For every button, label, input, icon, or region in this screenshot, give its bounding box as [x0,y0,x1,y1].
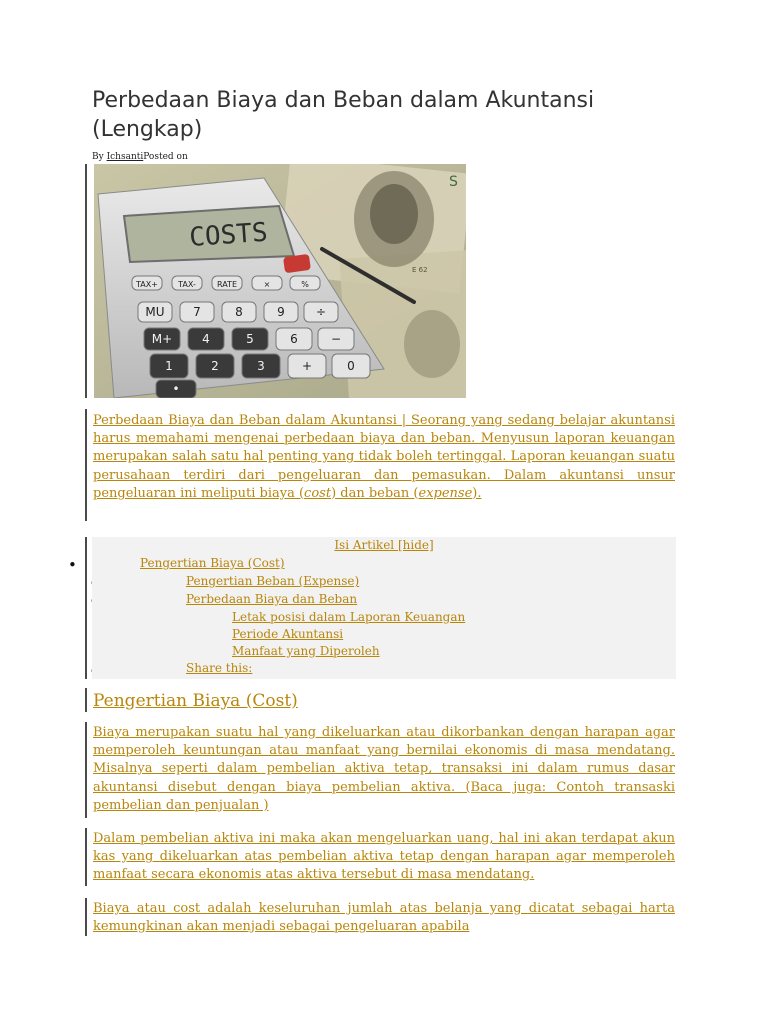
quote-bar [85,164,87,398]
calculator-key-label: TAX+ [136,280,158,289]
calculator-key-label: MU [145,305,165,319]
quote-bar [85,688,87,712]
article-title: Perbedaan Biaya dan Beban dalam Akuntansi (Lengkap) [92,88,595,142]
calculator-key-label: 0 [347,359,355,373]
quote-bar [85,828,87,886]
svg-text:S: S [449,174,458,190]
intro-end: ). [472,485,482,501]
calculator-key-label: 9 [277,305,285,319]
author-link[interactable]: Ichsanti [106,152,144,162]
calculator-key-label: • [172,382,180,396]
section-paragraph-1[interactable]: Biaya merupakan suatu hal yang dikeluarkan atau dikorbankan dengan harapan agar memperoleh keuntungan atau manfaat yang bernilai ekonomis di masa mendatang. Misalnya seperti dalam pembelian aktiva tetap, transaksi ini dalam rumus dasar akuntansi disebut dengan biaya pembelian aktiva. (Baca juga: Contoh transaski pembelian dan penjualan ) [93,725,675,813]
posted-label: Posted on [143,152,188,162]
toc-item-perbedaan[interactable]: Perbedaan Biaya dan Beban [186,592,358,606]
calculator-key-label: 3 [257,359,265,373]
calculator-key-label: 6 [290,332,298,346]
toc-item-pengertian-beban[interactable]: Pengertian Beban (Expense) [186,574,360,588]
calculator-key-label: TAX- [178,280,196,289]
calculator-money-illustration [94,164,466,398]
quote-bar [85,537,87,679]
intro-mid: ) dan beban ( [331,485,419,501]
section-paragraph-3[interactable]: Biaya atau cost adalah keseluruhan jumlah atas belanja yang dicatat sebagai harta kemungkinan akan menjadi sebagai pengeluaran apabila [93,901,675,935]
intro-text: Perbedaan Biaya dan Beban dalam Akuntansi | Seorang yang sedang belajar akuntansi harus memahami mengenai perbedaan biaya dan beban. Menyusun laporan keuangan merupakan salah satu hal penting yang tidak boleh tertinggal. Laporan keuangan suatu perusahaan terdiri dari pengeluaran dan pemasukan. Dalam akuntansi unsur pengeluaran ini meliputi biaya ( [93,413,675,501]
by-label: By [92,152,107,162]
byline [92,152,188,162]
calculator-key-label: 8 [235,305,243,319]
section-paragraph-2[interactable]: Dalam pembelian aktiva ini maka akan mengeluarkan uang, hal ini akan terdapat akun kas yang dikeluarkan atas pembelian aktiva tetap dengan harapan agar memperoleh manfaat secara ekonomis atas aktiva tersebut di masa mendatang. [93,831,675,883]
quote-bar [85,409,87,521]
table-of-contents [92,537,676,679]
svg-text:E 62: E 62 [412,266,428,274]
expense-term: expense [418,485,473,501]
calculator-key-label: − [330,332,342,346]
calculator-key-label: M+ [151,332,173,346]
calculator-key-label: 1 [165,359,173,373]
quote-bar [85,898,87,936]
toc-item-pengertian-biaya[interactable]: Pengertian Biaya (Cost) [140,556,285,570]
calculator-key-label: ÷ [315,305,327,319]
calculator-key-label: × [263,280,271,289]
cost-term: cost [304,485,332,501]
intro-paragraph[interactable] [93,412,675,503]
toc-item-manfaat[interactable]: Manfaat yang Diperoleh [232,644,380,658]
calculator-key-label: % [301,280,309,289]
calculator-display-text: COSTS [188,217,269,253]
section-heading[interactable]: Pengertian Biaya (Cost) [93,691,298,711]
toc-bullet: • [68,556,77,574]
toc-item-letak-posisi[interactable]: Letak posisi dalam Laporan Keuangan [232,610,466,624]
quote-bar [85,722,87,818]
calculator-key-label: 4 [202,332,210,346]
article-featured-image [94,164,466,398]
calculator-key-label: RATE [216,280,238,289]
toc-item-share[interactable]: Share this: [186,661,253,675]
toc-item-periode[interactable]: Periode Akuntansi [232,627,344,641]
calculator-key-label: 7 [193,305,201,319]
toc-title[interactable]: Isi Artikel [hide] [334,538,434,552]
calculator-key-label: + [301,359,313,373]
calculator-key-label: 2 [211,359,219,373]
calculator-key-label: 5 [246,332,254,346]
